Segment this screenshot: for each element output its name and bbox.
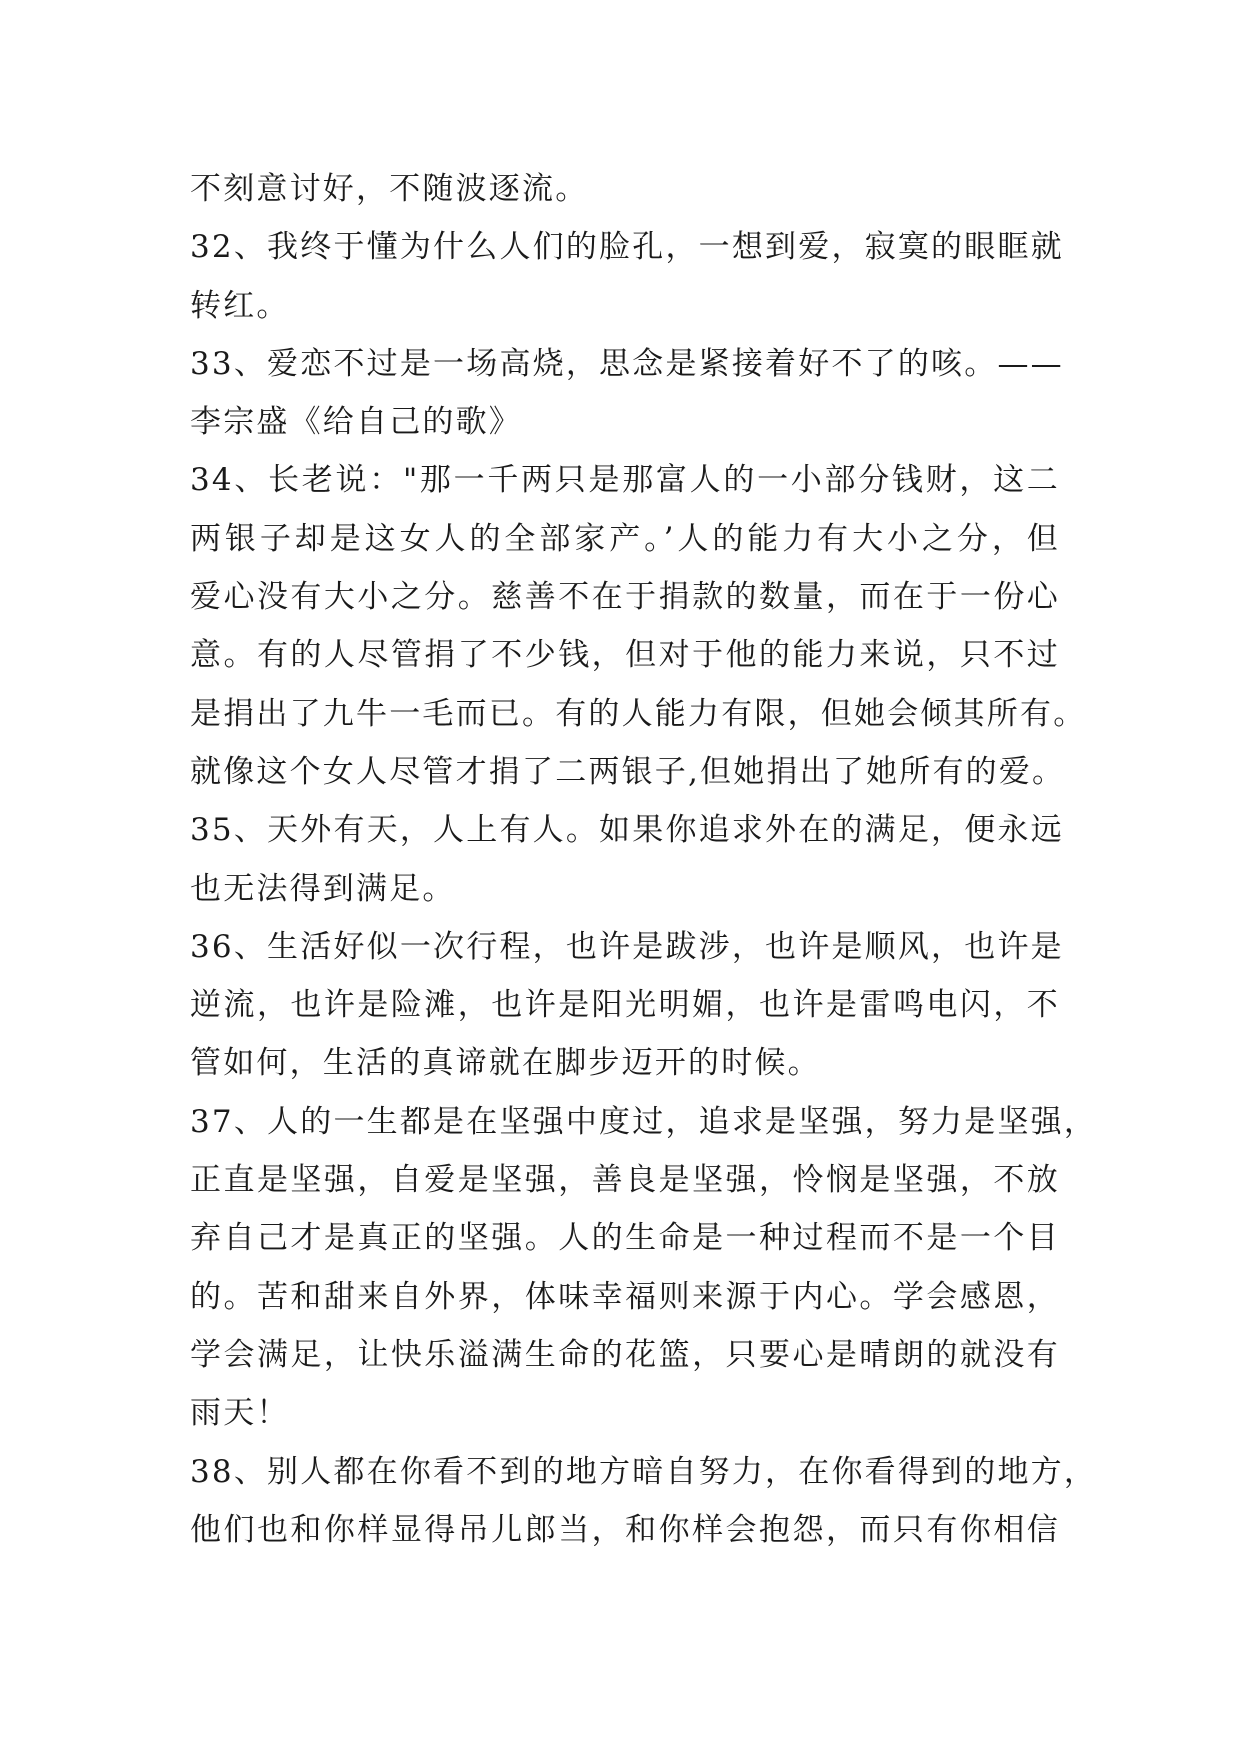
text-line: 不刻意讨好，不随波逐流。 (190, 171, 589, 207)
text-line: 38、别人都在你看不到的地方暗自努力，在你看得到的地方， (190, 1453, 1098, 1490)
text-line: 转红。 (190, 287, 290, 324)
text-line: 32、我终于懂为什么人们的脸孔，一想到爱，寂寞的眼眶就 (190, 229, 1064, 266)
text-line: 他们也和你样显得吊儿郎当，和你样会抱怨，而只有你相信 (190, 1511, 1060, 1548)
text-line: 37、人的一生都是在坚强中度过，追求是坚强，努力是坚强， (190, 1103, 1098, 1140)
text-line: 34、长老说："那一千两只是那富人的一小部分钱财，这二 (190, 462, 1060, 499)
text-line: 学会满足，让快乐溢满生命的花篮，只要心是晴朗的就没有 (190, 1336, 1060, 1373)
text-line: 逆流，也许是险滩，也许是阳光明媚，也许是雷鸣电闪，不 (190, 987, 1060, 1024)
text-line: 爱心没有大小之分。慈善不在于捐款的数量，而在于一份心 (190, 579, 1060, 616)
text-line: 35、天外有天，人上有人。如果你追求外在的满足，便永远 (190, 812, 1064, 849)
text-line: 就像这个女人尽管才捐了二两银子,但她捐出了她所有的爱。 (190, 753, 1066, 790)
text-line: 管如何，生活的真谛就在脚步迈开的时候。 (190, 1045, 821, 1082)
text-line: 两银子却是这女人的全部家产。’人的能力有大小之分，但 (190, 520, 1060, 557)
text-line: 弃自己才是真正的坚强。人的生命是一种过程而不是一个目 (190, 1220, 1060, 1257)
text-line: 36、生活好似一次行程，也许是跋涉，也许是顺风，也许是 (190, 928, 1064, 965)
text-line: 也无法得到满足。 (190, 870, 456, 907)
text-line: 是捐出了九牛一毛而已。有的人能力有限，但她会倾其所有。 (190, 695, 1087, 732)
text-line: 的。苦和甜来自外界，体味幸福则来源于内心。学会感恩， (190, 1278, 1060, 1315)
text-line: 正直是坚强，自爱是坚强，善良是坚强，怜悯是坚强，不放 (190, 1162, 1060, 1199)
text-line: 意。有的人尽管捐了不少钱，但对于他的能力来说，只不过 (190, 637, 1060, 674)
text-line: 33、爱恋不过是一场高烧，思念是紧接着好不了的咳。—— (190, 345, 1064, 382)
text-line: 雨天！ (190, 1395, 290, 1432)
document-page (190, 160, 1098, 1559)
text-line: 李宗盛《给自己的歌》 (190, 404, 522, 441)
